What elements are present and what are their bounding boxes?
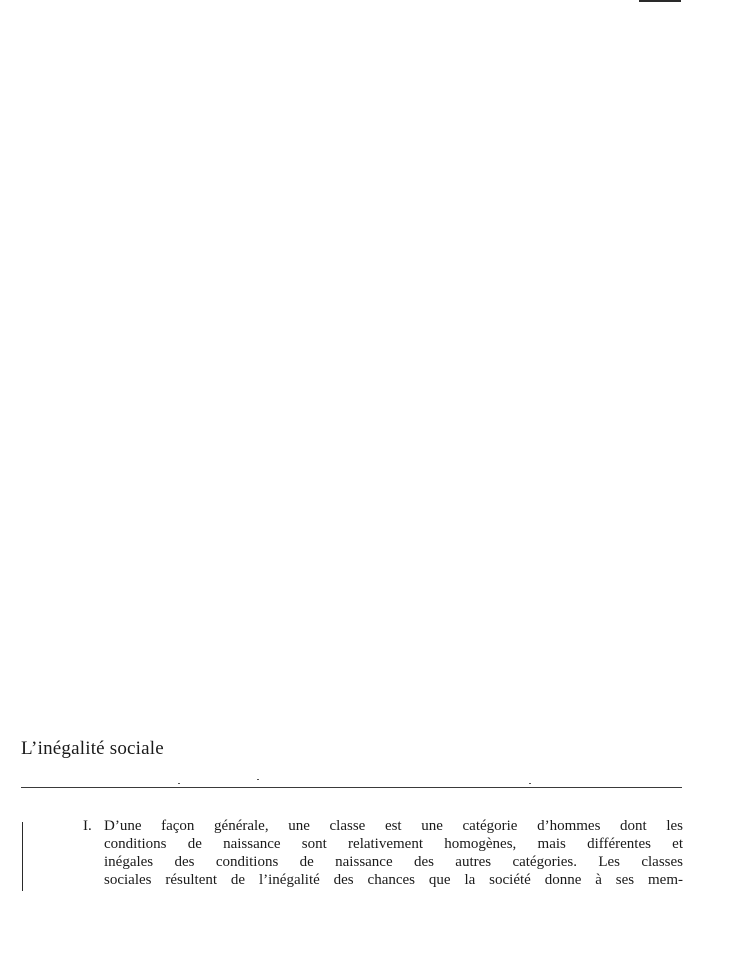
paragraph-1 [83, 817, 683, 889]
margin-bar [22, 822, 23, 891]
title-divider [21, 787, 682, 788]
rule-speck [178, 783, 180, 784]
paragraph-line: inégales des conditions de naissance des autres catégories. Les classes [104, 854, 683, 870]
rule-speck [529, 783, 531, 784]
paragraph-number: I. [83, 818, 92, 834]
paragraph-line: conditions de naissance sont relativement homogènes, mais différentes et [104, 836, 683, 852]
paragraph-line-text: D’une façon générale, une classe est une catégorie d’hommes dont les [104, 818, 683, 834]
paragraph-line: sociales résultent de l’inégalité des chances que la société donne à ses mem- [104, 872, 683, 888]
chapter-title: L’inégalité sociale [21, 738, 164, 759]
rule-speck [257, 779, 259, 780]
paragraph-line [83, 817, 683, 835]
page-corner-mark [639, 0, 681, 2]
